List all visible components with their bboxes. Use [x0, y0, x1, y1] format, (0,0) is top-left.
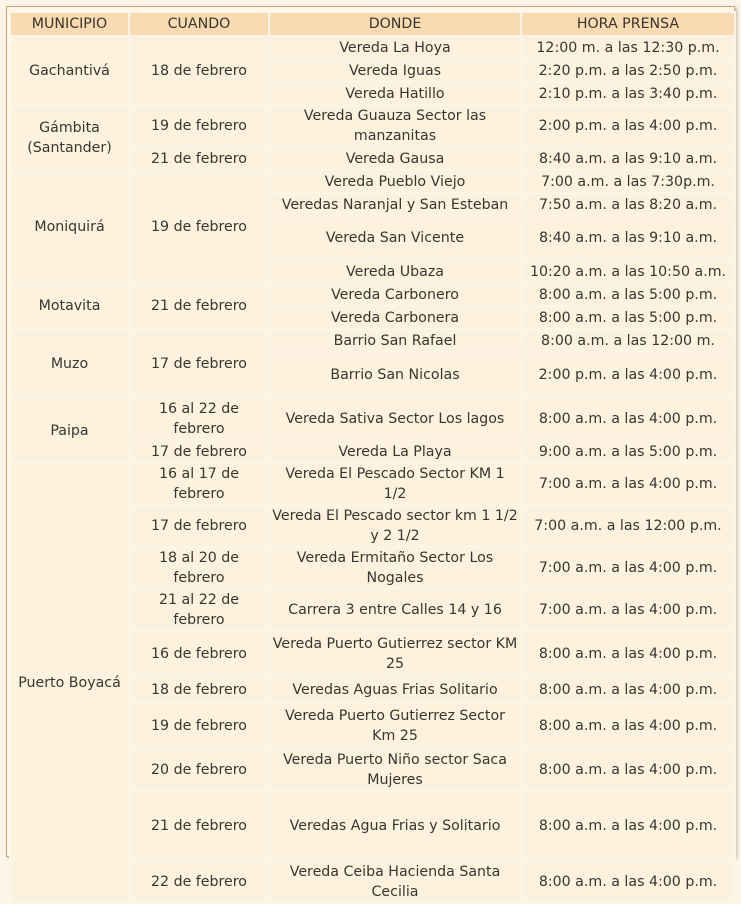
cell-cuando: 16 de febrero — [129, 631, 269, 677]
cell-donde: Veredas Agua Frias y Solitario — [269, 791, 521, 861]
table-row — [10, 105, 735, 147]
cell-donde: Vereda Guauza Sector las manzanitas — [269, 105, 521, 147]
cell-donde: Vereda El Pescado sector km 1 1/2 y 2 1/2 — [269, 505, 521, 547]
cell-donde: Vereda Gausa — [269, 147, 521, 170]
cell-hora-prensa: 7:00 a.m. a las 4:00 p.m. — [521, 547, 735, 589]
cell-hora-prensa: 9:00 a.m. a las 5:00 p.m. — [521, 440, 735, 463]
cell-cuando: 20 de febrero — [129, 749, 269, 791]
cell-donde: Vereda Puerto Niño sector Saca Mujeres — [269, 749, 521, 791]
cell-donde: Barrio San Rafael — [269, 329, 521, 352]
cell-cuando: 16 al 17 de febrero — [129, 463, 269, 505]
cell-cuando: 18 al 20 de febrero — [129, 547, 269, 589]
table-row — [10, 170, 735, 193]
cell-cuando: 21 de febrero — [129, 791, 269, 861]
cell-cuando: 16 al 22 de febrero — [129, 398, 269, 440]
header-municipio: MUNICIPIO — [10, 12, 129, 36]
cell-hora-prensa: 8:00 a.m. a las 4:00 p.m. — [521, 749, 735, 791]
cell-donde: Barrio San Nicolas — [269, 352, 521, 398]
cell-hora-prensa: 8:00 a.m. a las 4:00 p.m. — [521, 677, 735, 703]
cell-donde: Vereda Iguas — [269, 59, 521, 82]
cell-donde: Vereda Carbonera — [269, 306, 521, 329]
cell-hora-prensa: 12:00 m. a las 12:30 p.m. — [521, 36, 735, 59]
cell-municipio: Muzo — [10, 329, 129, 398]
cell-municipio: Puerto Boyacá — [10, 463, 129, 903]
table-row — [10, 398, 735, 440]
cell-cuando: 19 de febrero — [129, 703, 269, 749]
table-row — [10, 283, 735, 306]
cell-municipio: Gámbita (Santander) — [10, 105, 129, 170]
cell-hora-prensa: 8:00 a.m. a las 4:00 p.m. — [521, 861, 735, 903]
cell-donde: Vereda Sativa Sector Los lagos — [269, 398, 521, 440]
cell-hora-prensa: 8:00 a.m. a las 4:00 p.m. — [521, 398, 735, 440]
cell-cuando: 21 de febrero — [129, 283, 269, 329]
cell-hora-prensa: 7:00 a.m. a las 12:00 p.m. — [521, 505, 735, 547]
cell-cuando: 22 de febrero — [129, 861, 269, 903]
cell-donde: Carrera 3 entre Calles 14 y 16 — [269, 589, 521, 631]
cell-cuando: 21 de febrero — [129, 147, 269, 170]
cell-donde: Veredas Aguas Frias Solitario — [269, 677, 521, 703]
cell-hora-prensa: 10:20 a.m. a las 10:50 a.m. — [521, 260, 735, 283]
cell-municipio: Paipa — [10, 398, 129, 463]
cell-hora-prensa: 8:00 a.m. a las 4:00 p.m. — [521, 631, 735, 677]
cell-donde: Vereda Ubaza — [269, 260, 521, 283]
cell-municipio: Motavita — [10, 283, 129, 329]
cell-hora-prensa: 8:00 a.m. a las 4:00 p.m. — [521, 703, 735, 749]
table-row — [10, 36, 735, 59]
cell-donde: Vereda Ceiba Hacienda Santa Cecilia — [269, 861, 521, 903]
cell-hora-prensa: 2:20 p.m. a las 2:50 p.m. — [521, 59, 735, 82]
cell-hora-prensa: 7:00 a.m. a las 7:30p.m. — [521, 170, 735, 193]
cell-municipio: Moniquirá — [10, 170, 129, 283]
cell-donde: Vereda La Hoya — [269, 36, 521, 59]
cell-hora-prensa: 2:10 p.m. a las 3:40 p.m. — [521, 82, 735, 105]
cell-hora-prensa: 8:00 a.m. a las 4:00 p.m. — [521, 791, 735, 861]
cell-hora-prensa: 7:00 a.m. a las 4:00 p.m. — [521, 463, 735, 505]
cell-donde: Vereda Puerto Gutierrez sector KM 25 — [269, 631, 521, 677]
cell-hora-prensa: 8:00 a.m. a las 12:00 m. — [521, 329, 735, 352]
cell-donde: Vereda San Vicente — [269, 216, 521, 260]
cell-cuando: 18 de febrero — [129, 677, 269, 703]
cell-donde: Vereda Puerto Gutierrez Sector Km 25 — [269, 703, 521, 749]
cell-hora-prensa: 2:00 p.m. a las 4:00 p.m. — [521, 352, 735, 398]
cell-donde: Vereda El Pescado Sector KM 1 1/2 — [269, 463, 521, 505]
cell-donde: Vereda Pueblo Viejo — [269, 170, 521, 193]
cell-donde: Vereda Carbonero — [269, 283, 521, 306]
table-row — [10, 463, 735, 505]
cell-municipio: Gachantivá — [10, 36, 129, 105]
cell-hora-prensa: 8:40 a.m. a las 9:10 a.m. — [521, 216, 735, 260]
header-hora-prensa: HORA PRENSA — [521, 12, 735, 36]
cell-cuando: 18 de febrero — [129, 36, 269, 105]
header-row — [10, 12, 735, 36]
cell-hora-prensa: 7:50 a.m. a las 8:20 a.m. — [521, 193, 735, 216]
cell-hora-prensa: 7:00 a.m. a las 4:00 p.m. — [521, 589, 735, 631]
header-cuando: CUANDO — [129, 12, 269, 36]
cell-hora-prensa: 2:00 p.m. a las 4:00 p.m. — [521, 105, 735, 147]
cell-donde: Vereda Hatillo — [269, 82, 521, 105]
cell-donde: Vereda Ermitaño Sector Los Nogales — [269, 547, 521, 589]
cell-hora-prensa: 8:40 a.m. a las 9:10 a.m. — [521, 147, 735, 170]
schedule-table — [9, 11, 736, 904]
table-row — [10, 329, 735, 352]
header-donde: DONDE — [269, 12, 521, 36]
cell-hora-prensa: 8:00 a.m. a las 5:00 p.m. — [521, 283, 735, 306]
cell-cuando: 21 al 22 de febrero — [129, 589, 269, 631]
cell-cuando: 17 de febrero — [129, 440, 269, 463]
cell-cuando: 17 de febrero — [129, 505, 269, 547]
cell-cuando: 19 de febrero — [129, 170, 269, 283]
cell-cuando: 19 de febrero — [129, 105, 269, 147]
cell-donde: Vereda La Playa — [269, 440, 521, 463]
cell-cuando: 17 de febrero — [129, 329, 269, 398]
cell-hora-prensa: 8:00 a.m. a las 5:00 p.m. — [521, 306, 735, 329]
cell-donde: Veredas Naranjal y San Esteban — [269, 193, 521, 216]
